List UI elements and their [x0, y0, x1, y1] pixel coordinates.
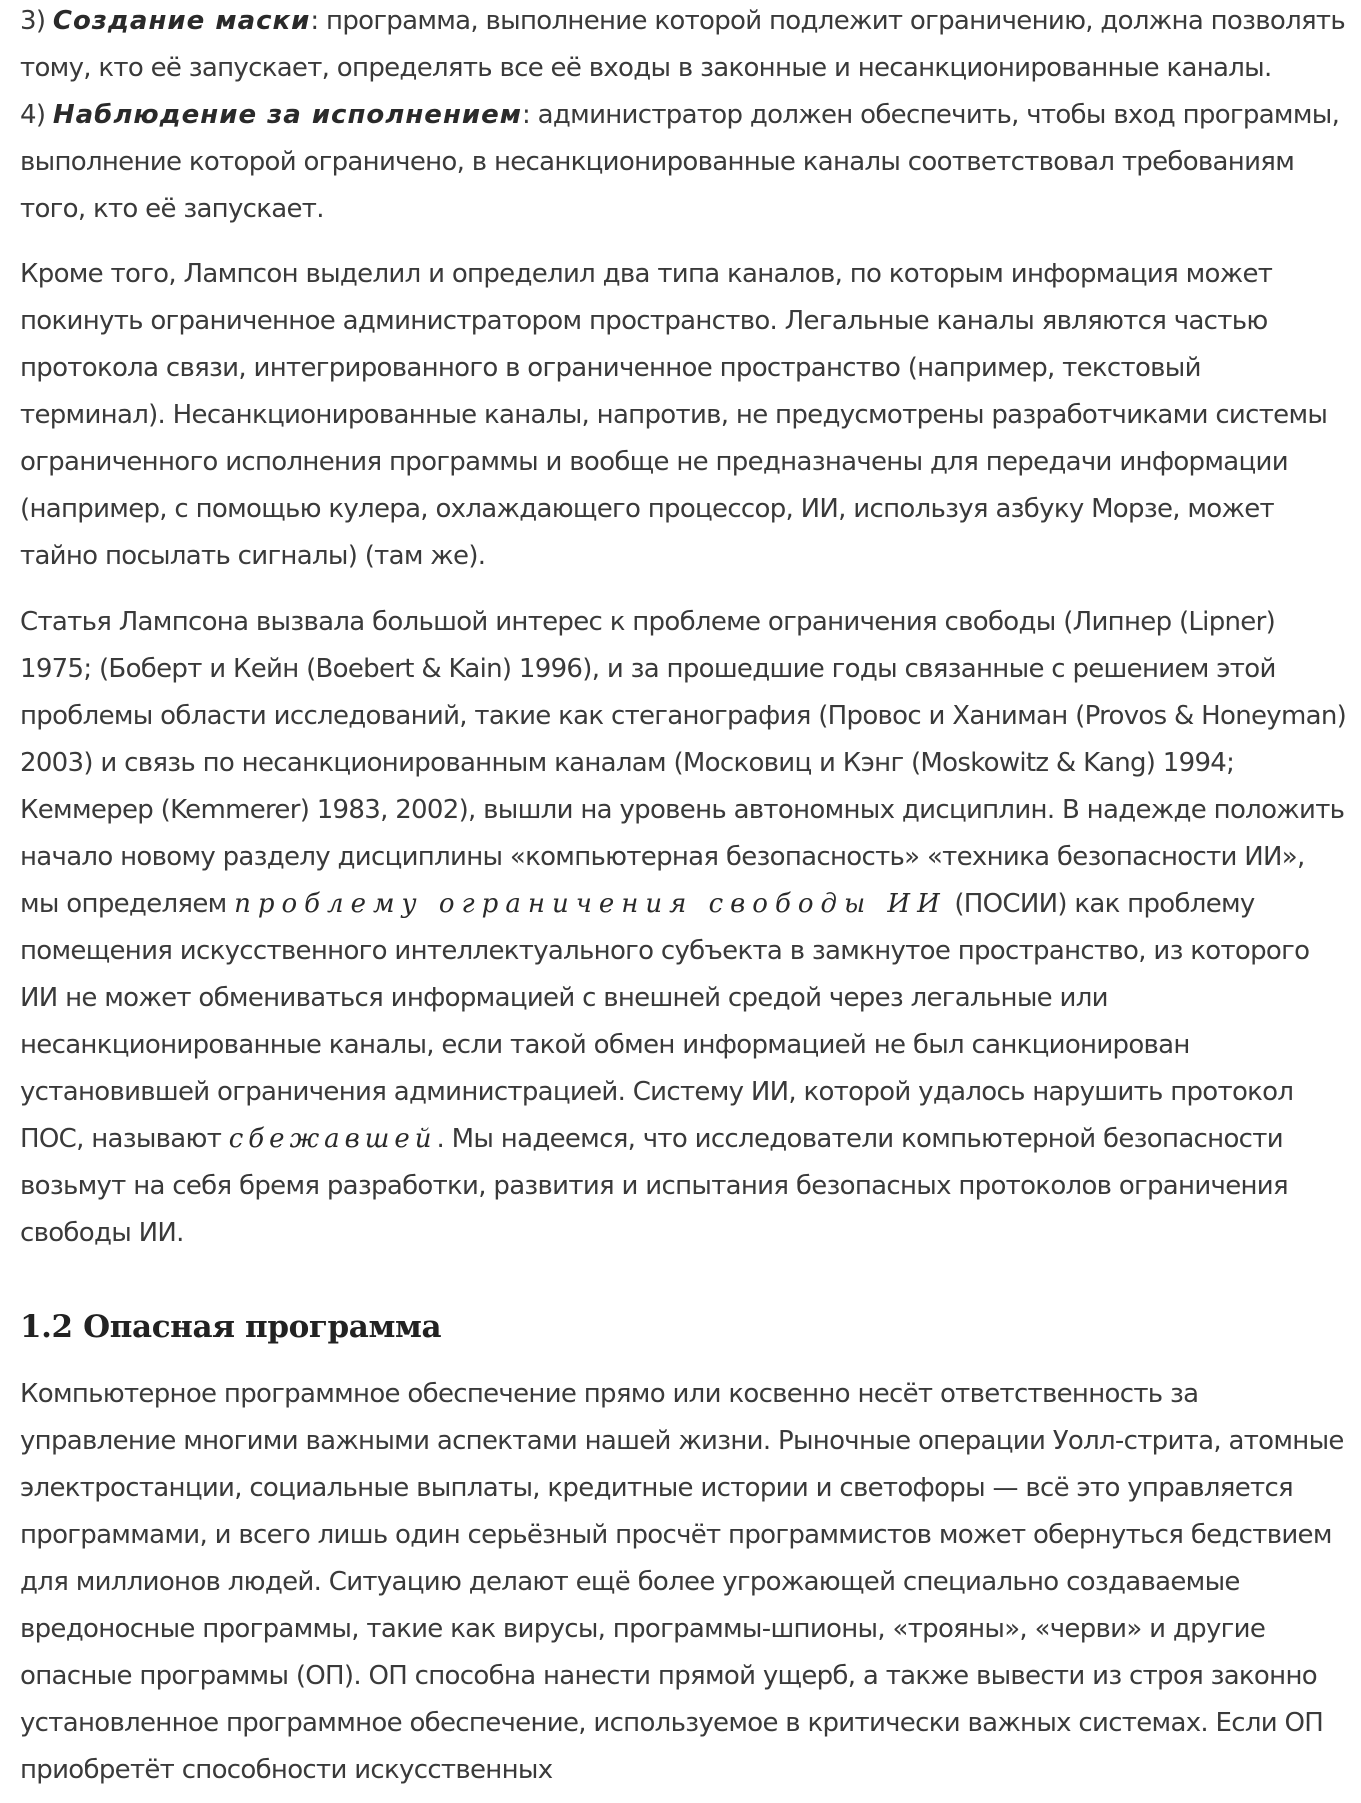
- list-item-3: [20, 0, 1347, 233]
- paragraph-dangerous-software: Компьютерное программное обеспечение прямо или косвенно несёт ответственность за управление многими важными аспектами нашей жизни. Рыночные операции Уолл-стрита, атомные электростанции, социальные выплаты, кредитные истории и светофоры — всё это управляется программами, и всего лишь один серьёзный просчёт программистов может обернуться бедствием для миллионов людей. Ситуацию делают ещё более угрожающей специально создаваемые вредоносные программы, такие как вирусы, программы-шпионы, «трояны», «черви» и другие опасные программы (ОП). ОП способна нанести прямой ущерб, а также вывести из строя законно установленное программное обеспечение, используемое в критически важных системах. Если ОП приобретёт способности искусственных: [20, 1379, 1344, 1785]
- paragraph-lampson: [20, 599, 1347, 1257]
- list-number: 3): [20, 6, 53, 36]
- list-text: : администратор должен обеспечить, чтобы вход программы, выполнение которой ограничено, в несанкционированные каналы соответствовал требованиям того, кто её запускает.: [20, 100, 1340, 224]
- list-number: 4): [20, 100, 53, 130]
- list-term: Наблюдение за исполнением: [52, 100, 523, 130]
- paragraph-channels: Кроме того, Лампсон выделил и определил два типа каналов, по которым информация может покинуть ограниченное администратором пространство. Легальные каналы являются частью протокола связи, интегрированного в ограниченное пространство (например, текстовый терминал). Несанкционированные каналы, напротив, не предусмотрены разработчиками системы ограниченного исполнения программы и вообще не предназначены для передачи информации (например, с помощью кулера, охлаждающего процессор, ИИ, используя азбуку Морзе, может тайно посылать сигналы) (там же).: [20, 259, 1328, 571]
- paragraph-text: . Мы надеемся, что исследователи компьютерной безопасности возьмут на себя бремя разработки, развития и испытания безопасных протоколов ограничения свободы ИИ.: [20, 1124, 1288, 1248]
- list-term: Создание маски: [52, 6, 311, 36]
- section-heading: 1.2 Опасная программа: [20, 1309, 442, 1345]
- paragraph-text: Статья Лампсона вызвала большой интерес к проблеме ограничения свободы (Липнер (Lipner) 1975; (Боберт и Кейн (Boebert & Kain) 1996), и за прошедшие годы связанные с решением этой проблемы области исследований, такие как стеганография (Провос и Ханиман (Provos & Honeyman) 2003) и связь по несанкционированным каналам (Московиц и Кэнг (Moskowitz & Kang) 1994; Кеммерер (Kemmerer) 1983, 2002), вышли на уровень автономных дисциплин. В надежде положить начало новому разделу дисциплины «компьютерная безопасность» «техника безопасности ИИ», мы определяем: [20, 607, 1347, 919]
- emphasis-term: проблему ограничения свободы ИИ: [234, 889, 947, 919]
- list-text: : программа, выполнение которой подлежит ограничению, должна позволять тому, кто её запускает, определять все её входы в законные и несанкционированные каналы.: [20, 6, 1346, 83]
- emphasis-term: сбежавшей: [228, 1124, 437, 1154]
- paragraph-text: (ПОСИИ) как проблему помещения искусственного интеллектуального субъекта в замкнутое пространство, из которого ИИ не может обмениваться информацией с внешней средой через легальные или несанкционированные каналы, если такой обмен информацией не был санкционирован установившей ограничения администрацией. Систему ИИ, которой удалось нарушить протокол ПОС, называют: [20, 889, 1310, 1154]
